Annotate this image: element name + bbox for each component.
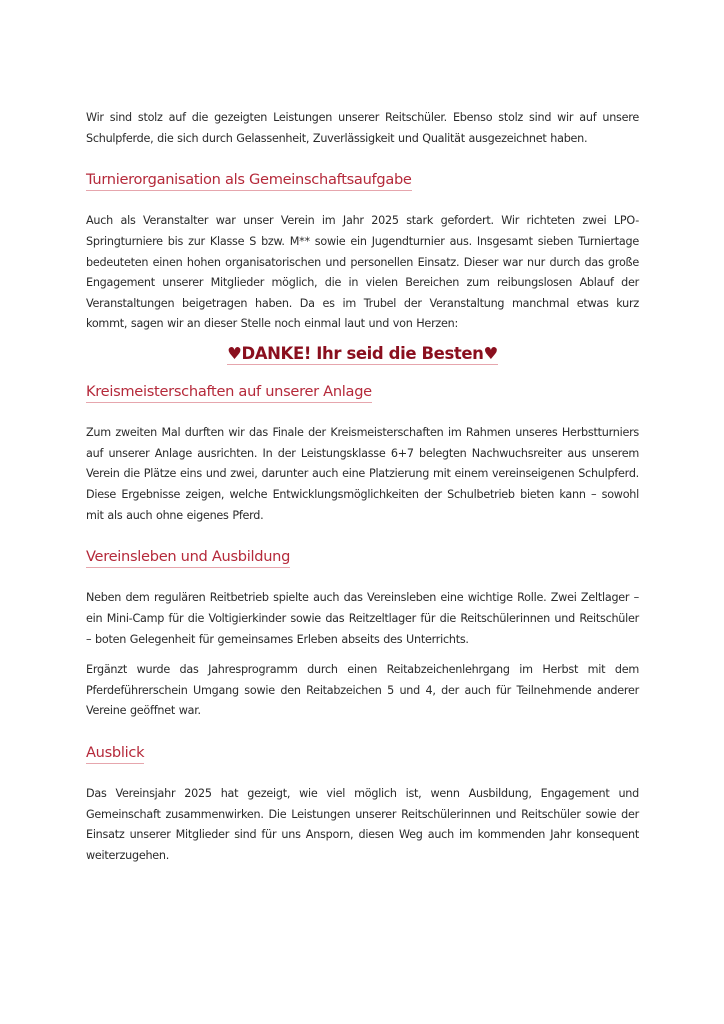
paragraph-kreismeisterschaften: Zum zweiten Mal durften wir das Finale der Kreismeisterschaften im Rahmen unseres Herbstturniers auf unserer Anlage ausrichten. In der Leistungsklasse 6+7 belegten Nachwuchsreiter aus unserem Verein die Plätze eins und zwei, darunter auch eine Platzierung mit einem vereinseigenen Schulpferd. Diese Ergebnisse zeigen, welche Entwicklungsmöglichkeiten der Schulbetrieb bieten kann – sowohl mit als auch ohne eigenes Pferd. [86,426,639,522]
paragraph-turnierorganisation: Auch als Veranstalter war unser Verein im Jahr 2025 stark gefordert. Wir richteten zwei LPO-Springturniere bis zur Klasse S bzw. M** sowie ein Jugendturnier aus. Insgesamt sieben Turniertage bedeuteten einen hohen organisatorischen und personellen Einsatz. Dieser war nur durch das große Engagement unserer Mitglieder möglich, die in vielen Bereichen zum reibungslosen Ablauf der Veranstaltungen beigetragen haben. Da es im Trubel der Veranstaltung manchmal etwas kurz kommt, sagen wir an dieser Stelle noch einmal laut und von Herzen: [86,214,639,331]
intro-paragraph: Wir sind stolz auf die gezeigten Leistungen unserer Reitschüler. Ebenso stolz sind wir auf unsere Schulpferde, die sich durch Gelassenheit, Zuverlässigkeit und Qualität ausgezeichnet haben. [86,111,639,145]
paragraph-ausblick: Das Vereinsjahr 2025 hat gezeigt, wie viel möglich ist, wenn Ausbildung, Engagement und Gemeinschaft zusammenwirken. Die Leistungen unserer Reitschülerinnen und Reitschüler sowie der Einsatz unserer Mitglieder sind für uns Ansporn, diesen Weg auch im kommenden Jahr konsequent weiterzugehen. [86,787,639,862]
thanks-text: DANKE! Ihr seid die Besten [241,343,484,363]
section-heading-kreismeisterschaften: Kreismeisterschaften auf unserer Anlage [86,383,372,403]
section-heading-turnierorganisation: Turnierorganisation als Gemeinschaftsaufgabe [86,171,412,191]
heart-icon: ♥ [483,343,498,363]
document-page [86,108,639,867]
section-heading-ausblick: Ausblick [86,744,144,764]
thanks-callout [227,343,498,365]
paragraph-vereinsleben-2: Ergänzt wurde das Jahresprogramm durch einen Reitabzeichenlehrgang im Herbst mit dem Pferdeführerschein Umgang sowie den Reitabzeichen 5 und 4, der auch für Teilnehmende anderer Vereine geöffnet war. [86,663,639,718]
paragraph-vereinsleben-1: Neben dem regulären Reitbetrieb spielte auch das Vereinsleben eine wichtige Rolle. Zwei Zeltlager – ein Mini-Camp für die Voltigierkinder sowie das Reitzeltlager für die Reitschülerinnen und Reitschüler – boten Gelegenheit für gemeinsames Erleben abseits des Unterrichts. [86,591,639,646]
heart-icon: ♥ [227,343,242,363]
section-heading-vereinsleben: Vereinsleben und Ausbildung [86,548,290,568]
